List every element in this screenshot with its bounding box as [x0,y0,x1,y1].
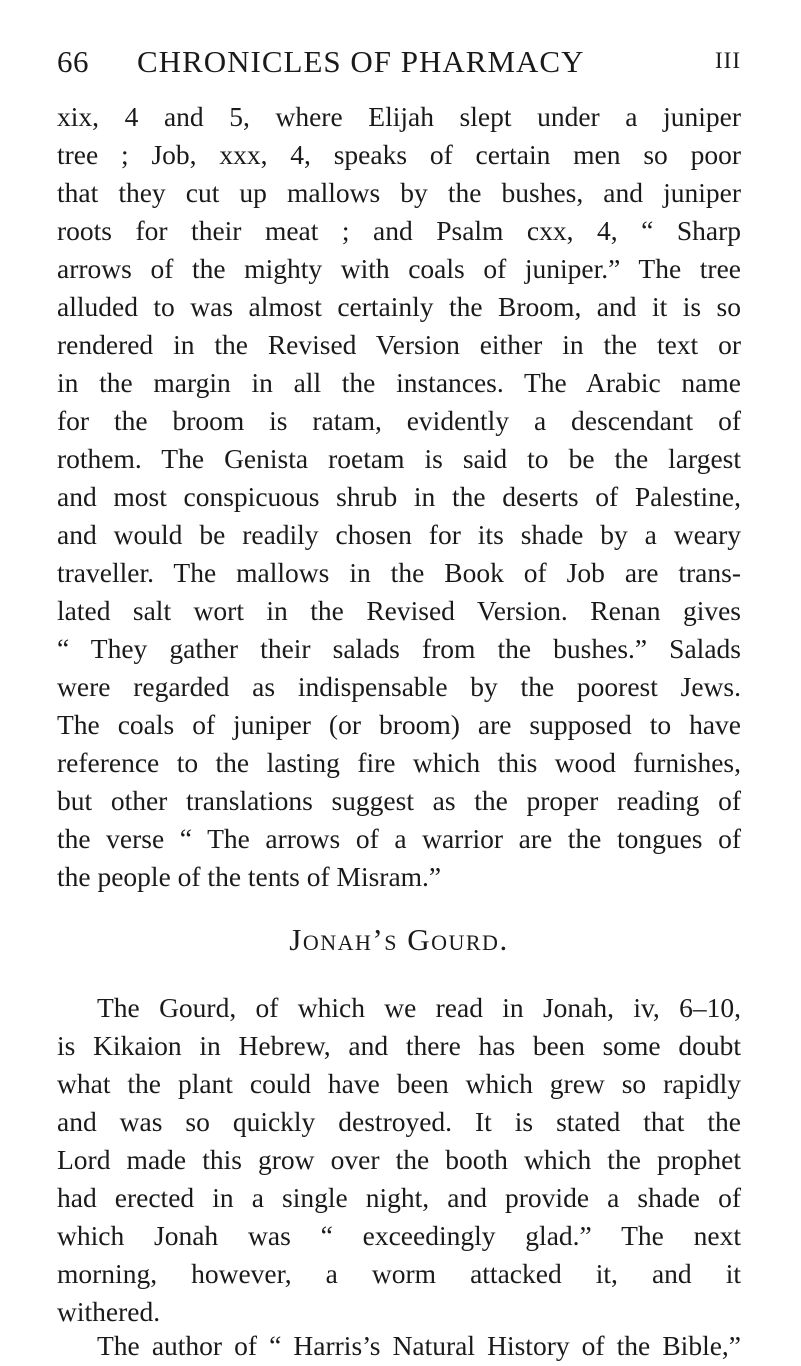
text-line: roots for their meat ; and Psalm cxx, 4, “ Sharp [57,215,741,246]
text-line: that they cut up mallows by the bushes, and juniper [57,177,741,208]
text-line: rothem. The Genista roetam is said to be the largest [57,443,741,474]
text-line: had erected in a single night, and provide a shade of [57,1182,741,1213]
text-line: Lord made this grow over the booth which the prophet [57,1144,741,1175]
text-line: traveller. The mallows in the Book of Job are trans- [57,557,741,588]
text-line: alluded to was almost certainly the Broom, and it is so [57,291,741,322]
text-line: were regarded as indispensable by the poorest Jews. [57,671,741,702]
text-line: and would be readily chosen for its shade by a weary [57,519,741,550]
section-heading: Jonah’s Gourd. [289,922,509,957]
text-line: arrows of the mighty with coals of juniper.” The tree [57,253,741,284]
page-number: 66 [57,44,89,79]
running-head [57,44,741,84]
text-line: lated salt wort in the Revised Version. Renan gives [57,595,741,626]
text-line: reference to the lasting fire which this wood furnishes, [57,747,741,778]
text-line: xix, 4 and 5, where Elijah slept under a juniper [57,101,741,132]
chapter-number: III [715,48,741,73]
text-line: tree ; Job, xxx, 4, speaks of certain men so poor [57,139,741,170]
text-line: withered. [57,1296,161,1327]
text-line: which Jonah was “ exceedingly glad.” The next [57,1220,741,1251]
text-line: the people of the tents of Misram.” [57,861,442,892]
text-line: The Gourd, of which we read in Jonah, iv, 6–10, [97,992,741,1023]
text-line: “ They gather their salads from the bushes.” Salads [57,633,741,664]
text-line: and was so quickly destroyed. It is stated that the [57,1106,741,1137]
text-line: and most conspicuous shrub in the deserts of Palestine, [57,481,741,512]
text-line: what the plant could have been which grew so rapidly [57,1068,741,1099]
text-line: morning, however, a worm attacked it, and it [57,1258,741,1289]
text-line: is Kikaion in Hebrew, and there has been some doubt [57,1030,741,1061]
text-line: The coals of juniper (or broom) are supposed to have [57,709,741,740]
text-line: The author of “ Harris’s Natural History of the Bible,” [97,1330,741,1361]
text-line: rendered in the Revised Version either in the text or [57,329,741,360]
running-title: CHRONICLES OF PHARMACY [137,44,585,79]
text-line: the verse “ The arrows of a warrior are the tongues of [57,823,741,854]
text-line: for the broom is ratam, evidently a descendant of [57,405,741,436]
text-line: but other translations suggest as the proper reading of [57,785,741,816]
text-line: in the margin in all the instances. The Arabic name [57,367,741,398]
